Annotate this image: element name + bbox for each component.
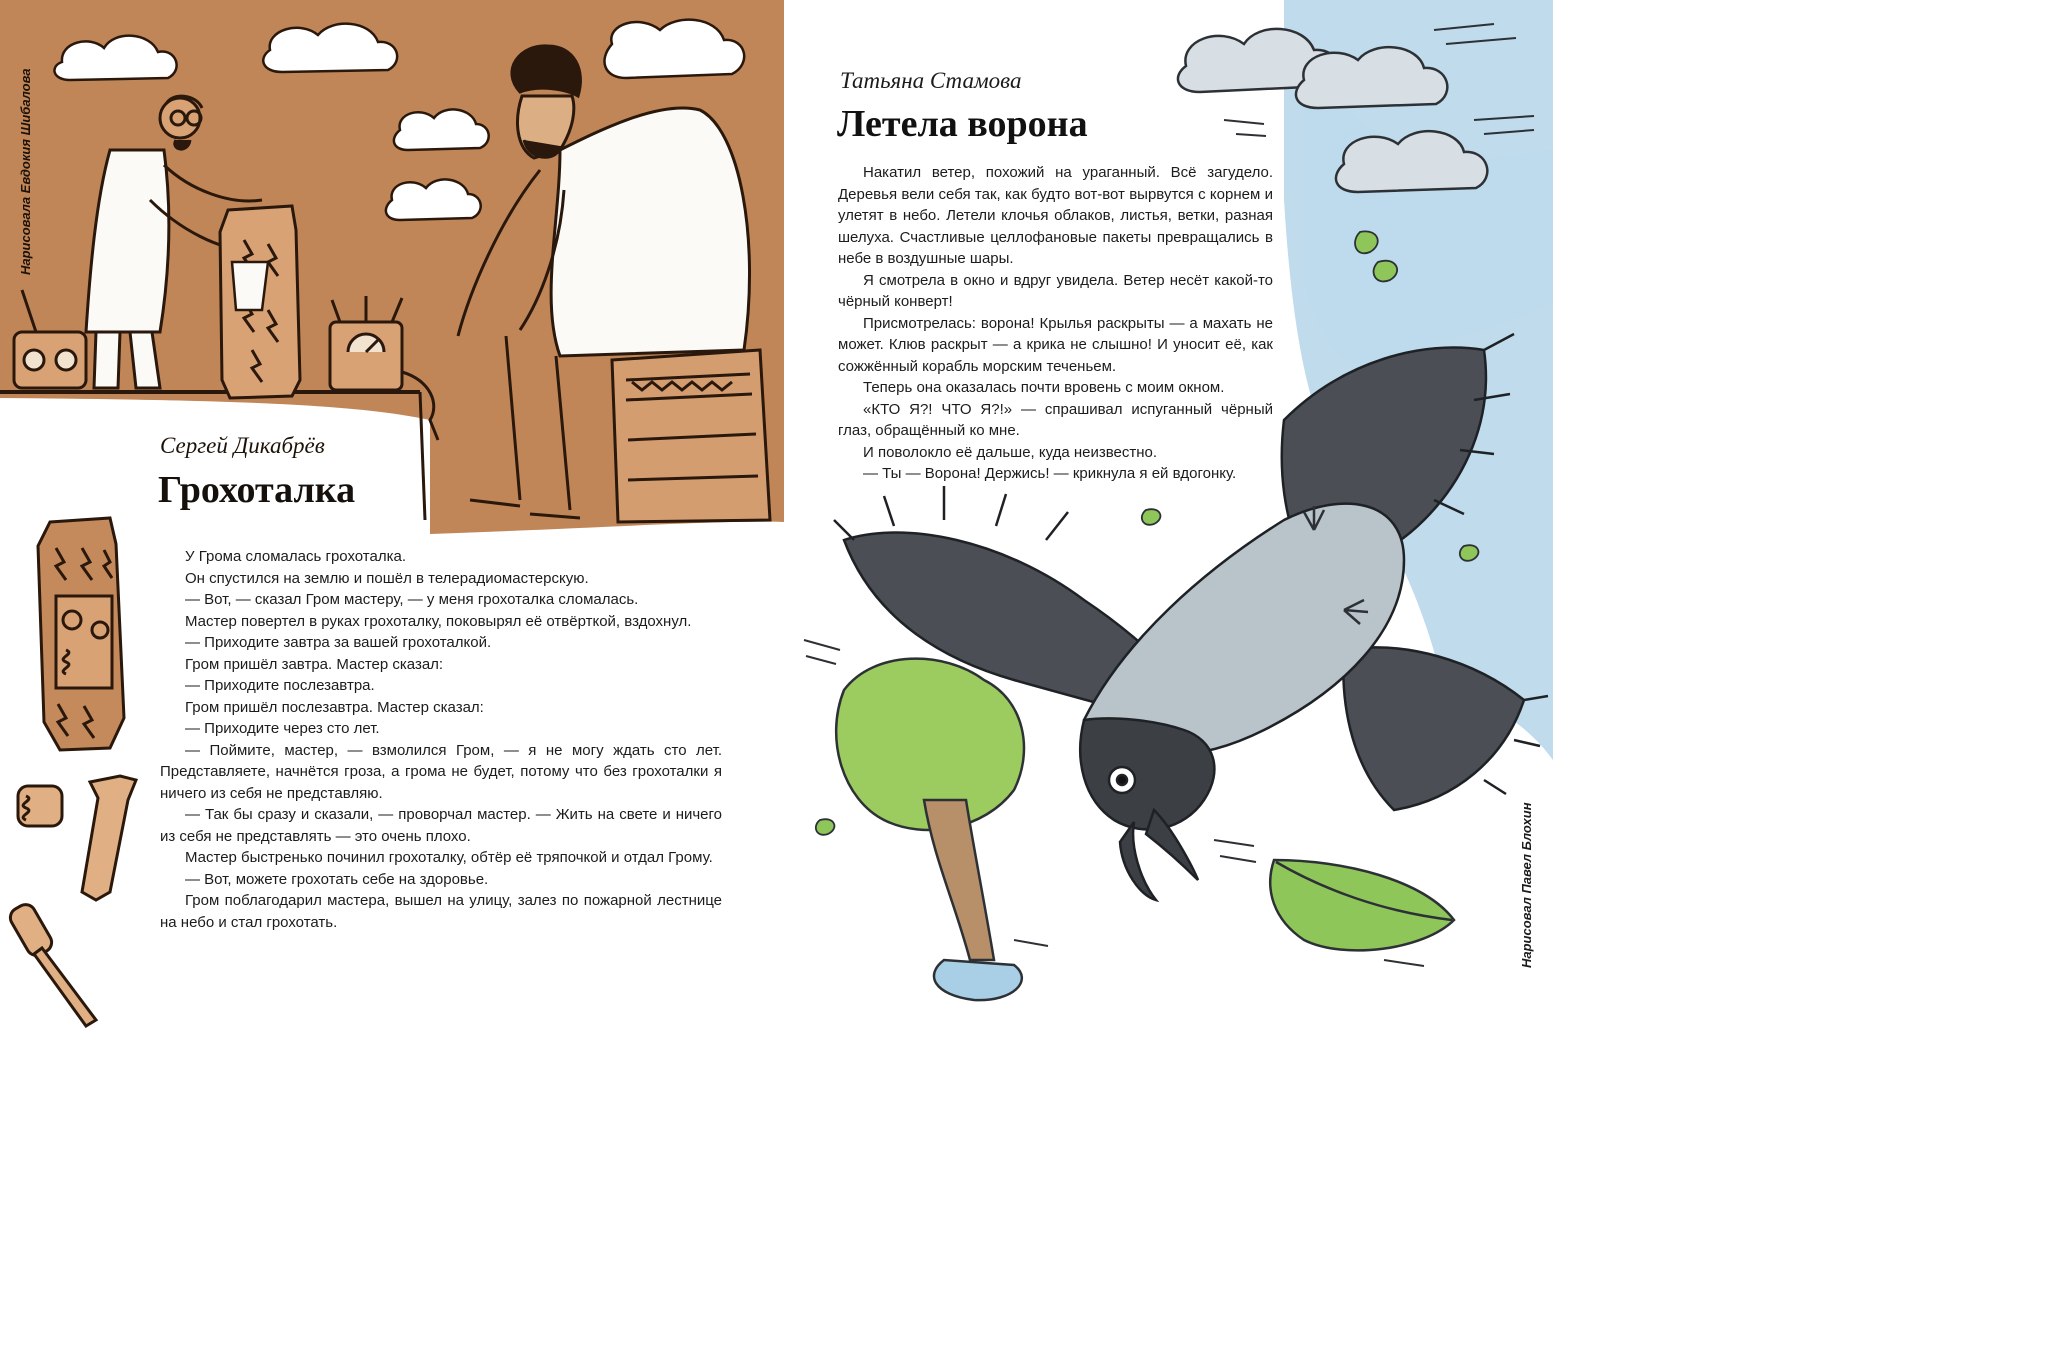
story-paragraph: Я смотрела в окно и вдруг увидела. Ветер несёт какой-то чёрный конверт! xyxy=(838,271,1273,310)
story-paragraph: Мастер быстренько починил грохоталку, обтёр её тряпочкой и отдал Грому. xyxy=(185,849,713,866)
right-page xyxy=(784,0,1553,1033)
story-title: Летела ворона xyxy=(837,103,1088,145)
story-text xyxy=(160,546,722,933)
story-paragraph: И поволокло её дальше, куда неизвестно. xyxy=(863,443,1158,461)
story-text xyxy=(838,162,1273,485)
story-paragraph: — Ты — Ворона! Держись! — крикнула я ей вдогонку. xyxy=(863,465,1237,482)
story-paragraph: — Приходите завтра за вашей грохоталкой. xyxy=(185,634,492,651)
story-paragraph: Теперь она оказалась почти вровень с моим окном. xyxy=(863,379,1225,396)
story-paragraph: У Грома сломалась грохоталка. xyxy=(185,548,407,565)
story-paragraph: «КТО Я?! ЧТО Я?!» — спрашивал испуганный чёрный глаз, обращённый ко мне. xyxy=(838,400,1273,439)
story-paragraph: — Приходите послезавтра. xyxy=(185,677,375,694)
story-paragraph: Накатил ветер, похожий на ураганный. Всё загудело. Деревья вели себя так, как будто вот-вот вырвутся с корнем и улетят в небо. Летели клочья облаков, листья, ветки, разная шелуха. Счастливые целлофановые пакеты превращались в небе в воздушные шары. xyxy=(838,164,1273,267)
crow-in-wind-illustration xyxy=(784,0,1553,1033)
illustrator-credit: Нарисовала Евдокия Шибалова xyxy=(18,68,33,276)
story-paragraph: — Приходите через сто лет. xyxy=(185,720,380,737)
story-paragraph: Мастер повертел в руках грохоталку, поковырял её отвёрткой, вздохнул. xyxy=(185,612,692,630)
story-paragraph: — Вот, можете грохотать себе на здоровье. xyxy=(185,870,489,888)
story-author: Сергей Дикабрёв xyxy=(160,433,325,458)
story-paragraph: Гром пришёл послезавтра. Мастер сказал: xyxy=(185,698,484,716)
story-paragraph: Гром поблагодарил мастера, вышел на улицу, залез по пожарной лестнице на небо и стал грохотать. xyxy=(160,892,722,931)
thunder-props-illustration xyxy=(0,500,160,1033)
story-author: Татьяна Стамова xyxy=(840,68,1022,93)
story-paragraph: — Поймите, мастер, — взмолился Гром, — я не могу ждать сто лет. Представляете, начнётся гроза, а грома не будет, потому что без грохоталки я ничего из себя не представляю. xyxy=(160,741,722,802)
story-paragraph: Гром пришёл завтра. Мастер сказал: xyxy=(185,655,444,673)
illustrator-credit: Нарисовал Павел Блохин xyxy=(1519,802,1534,968)
left-page xyxy=(0,0,784,1033)
story-title: Грохоталка xyxy=(158,469,356,511)
thunder-repair-illustration xyxy=(0,0,784,540)
story-paragraph: — Так бы сразу и сказали, — проворчал мастер. — Жить на свете и ничего из себя не представлять — это очень плохо. xyxy=(160,806,722,845)
story-paragraph: Присмотрелась: ворона! Крылья раскрыты — а махать не может. Клюв раскрыт — а крика не слышно! И уносит её, как сожжённый корабль морским теченьем. xyxy=(838,314,1273,375)
story-paragraph: — Вот, — сказал Гром мастеру, — у меня грохоталка сломалась. xyxy=(185,591,639,608)
story-paragraph: Он спустился на землю и пошёл в телерадиомастерскую. xyxy=(185,569,589,587)
